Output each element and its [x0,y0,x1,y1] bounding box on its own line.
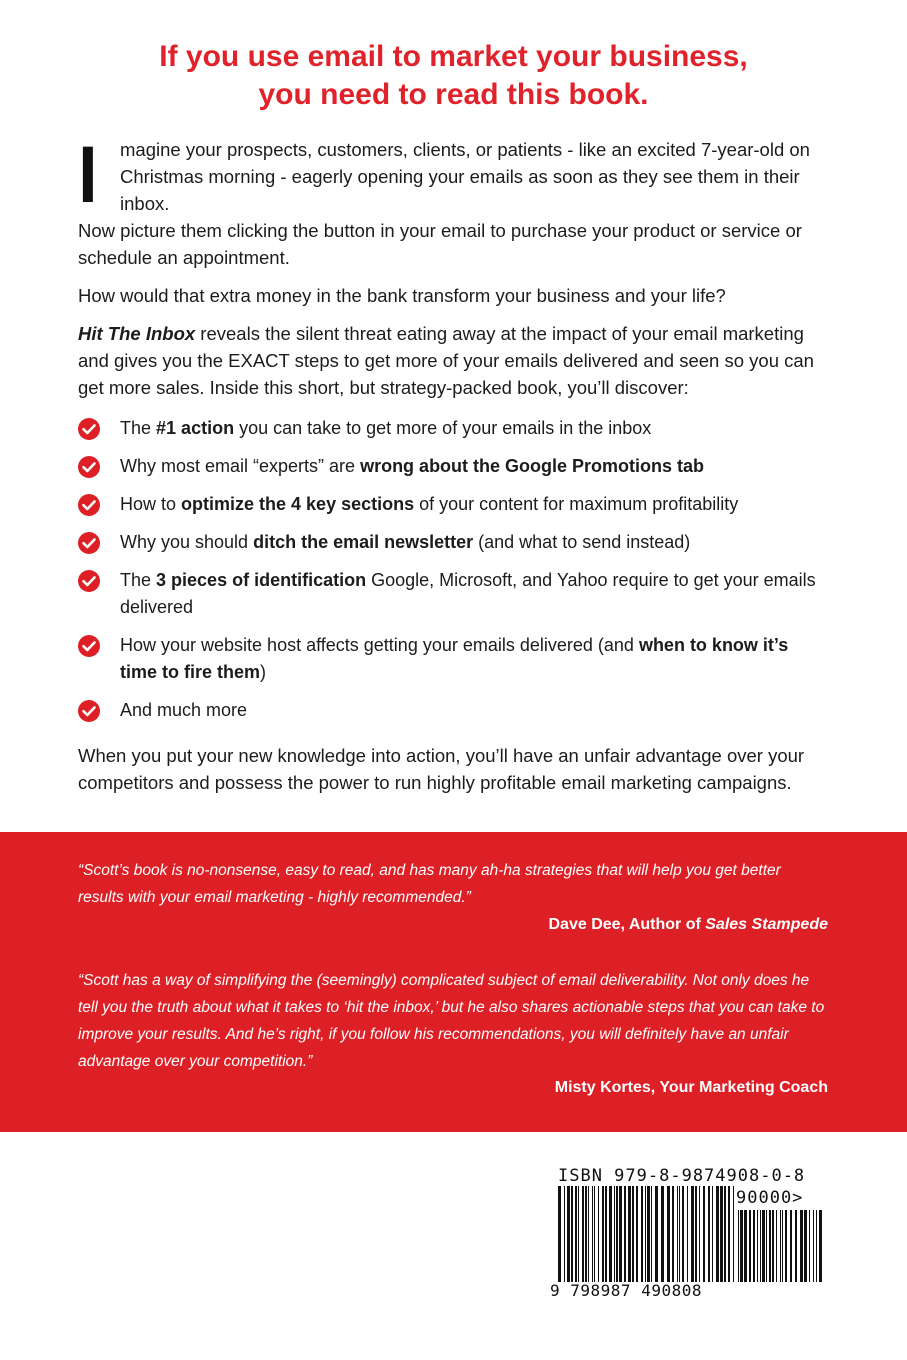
list-item: Why you should ditch the email newsletter (and what to send instead) [78,529,830,556]
barcode-bar [636,1186,638,1282]
barcode-bar [691,1186,694,1282]
barcode-bar [614,1186,615,1282]
barcode-bar [624,1186,626,1282]
barcode-bar [616,1186,618,1282]
barcode-bar [766,1210,767,1282]
barcode-bar [582,1186,584,1282]
barcode-bar [592,1186,593,1282]
barcode-bar [585,1186,587,1282]
barcode-bar [740,1210,743,1282]
testimonial-quote-1: “Scott’s book is no-nonsense, easy to read, and has many ah-ha strategies that will help you get better results with your email marketing - highly recommended.” [78,862,781,906]
barcode-bar [816,1210,817,1282]
barcode-bar [564,1186,565,1282]
barcode-bar [720,1186,723,1282]
testimonial-author-1: Dave Dee, Author of Sales Stampede [548,916,828,933]
body-copy [78,131,830,807]
check-circle-icon [78,700,100,722]
barcode-bar [609,1186,612,1282]
ean-barcode-bars [558,1186,738,1282]
barcode-bar [749,1210,751,1282]
intro-paragraph [78,131,830,220]
barcode-bar [677,1186,678,1282]
barcode-bar [682,1186,684,1282]
barcode-bar [687,1186,688,1282]
ean-digits: 9 798987 490808 [550,1281,702,1300]
price-code: 90000> [736,1188,804,1208]
paragraph-picture: Now picture them clicking the button in your email to purchase your product or service or schedule an appointment. [78,220,802,268]
check-circle-icon [78,494,100,516]
barcode-bar [641,1186,643,1282]
barcode-bar [647,1186,650,1282]
barcode-bar [578,1186,579,1282]
testimonial-quote-2: “Scott has a way of simplifying the (seemingly) complicated subject of email deliverability. Not only does he tell you the truth about what it takes to ‘hit the inbox,’ but he also shares actionable steps that you can take to improve your results. And he’s right, if you follow his recommendations, you will definitely have an unfair advantage over your competition.” [78,972,825,1070]
barcode-bar [628,1186,631,1282]
barcode-bar [661,1186,664,1282]
barcode-bar [651,1186,652,1282]
barcode-bar [733,1186,734,1282]
headline-line-2: you need to read this book. [258,78,649,111]
barcode-bar [760,1210,761,1282]
barcode-bar [679,1186,680,1282]
list-item: Why most email “experts” are wrong about the Google Promotions tab [78,453,830,480]
barcode-bar [780,1210,781,1282]
list-item: How to optimize the 4 key sections of your content for maximum profitability [78,491,830,518]
barcode-bar [744,1210,747,1282]
barcode-bar [567,1186,570,1282]
list-item: How your website host affects getting your emails delivered (and when to know it’s time to fire them) [78,632,830,686]
barcode-bar [790,1210,792,1282]
barcode-bar [782,1210,783,1282]
check-circle-icon [78,635,100,657]
isbn-barcode [540,1160,840,1304]
barcode-bar [594,1186,595,1282]
barcode-bar [724,1186,726,1282]
barcode-bar [588,1186,589,1282]
paragraph-reveals [78,320,830,401]
isbn-number: ISBN 979-8-9874908-0-8 [558,1166,806,1186]
headline [0,38,907,114]
barcode-bar [602,1186,604,1282]
barcode-bar [819,1210,822,1282]
drop-cap: I [78,131,98,220]
barcode-bar [809,1210,810,1282]
barcode-bar [699,1186,700,1282]
benefit-list [78,415,830,724]
barcode-bar [716,1186,719,1282]
barcode-bar [571,1186,573,1282]
barcode-bar [575,1186,577,1282]
barcode-bar [762,1210,765,1282]
barcode-bar [785,1210,787,1282]
barcode-bar [772,1210,774,1282]
book-title: Hit The Inbox [78,323,196,344]
addon-barcode-bars [738,1210,824,1282]
barcode-bar [558,1186,561,1282]
barcode-bar [695,1186,697,1282]
barcode-bar [672,1186,674,1282]
barcode-bar [645,1186,646,1282]
check-circle-icon [78,570,100,592]
paragraph-reveals-text: reveals the silent threat eating away at the impact of your email marketing and gives you the EXACT steps to get more of your emails delivered and seen so you can get more sales. Inside this short, but strategy-packed book, you’ll discover: [78,323,814,398]
barcode-bar [757,1210,758,1282]
list-item: The #1 action you can take to get more of your emails in the inbox [78,415,830,442]
barcode-bar [738,1210,739,1282]
barcode-bar [813,1210,814,1282]
paragraph-question: How would that extra money in the bank transform your business and your life? [78,285,726,306]
barcode-bar [655,1186,658,1282]
barcode-bar [776,1210,777,1282]
testimonials-band [0,832,907,1132]
check-circle-icon [78,418,100,440]
barcode-bar [753,1210,755,1282]
barcode-bar [667,1186,670,1282]
check-circle-icon [78,532,100,554]
intro-text: magine your prospects, customers, clients, or patients - like an excited 7-year-old on Christmas morning - eagerly opening your emails as soon as they see them in their inbox. [120,139,810,214]
barcode-bar [703,1186,705,1282]
barcode-bar [769,1210,771,1282]
testimonial-author-2: Misty Kortes, Your Marketing Coach [554,1079,828,1096]
barcode-bar [800,1210,803,1282]
barcode-bar [632,1186,634,1282]
closing-paragraph: When you put your new knowledge into action, you’ll have an unfair advantage over your competitors and possess the power to run highly profitable email marketing campaigns. [78,745,805,793]
barcode-bar [795,1210,797,1282]
list-item: The 3 pieces of identification Google, Microsoft, and Yahoo require to get your emails delivered [78,567,830,621]
barcode-bar [598,1186,599,1282]
barcode-bar [619,1186,622,1282]
list-item: And much more [78,697,830,724]
barcode-bar [712,1186,713,1282]
barcode-bar [728,1186,730,1282]
barcode-bar [605,1186,607,1282]
barcode-bar [708,1186,710,1282]
headline-line-1: If you use email to market your business, [159,40,748,73]
check-circle-icon [78,456,100,478]
barcode-bar [804,1210,807,1282]
